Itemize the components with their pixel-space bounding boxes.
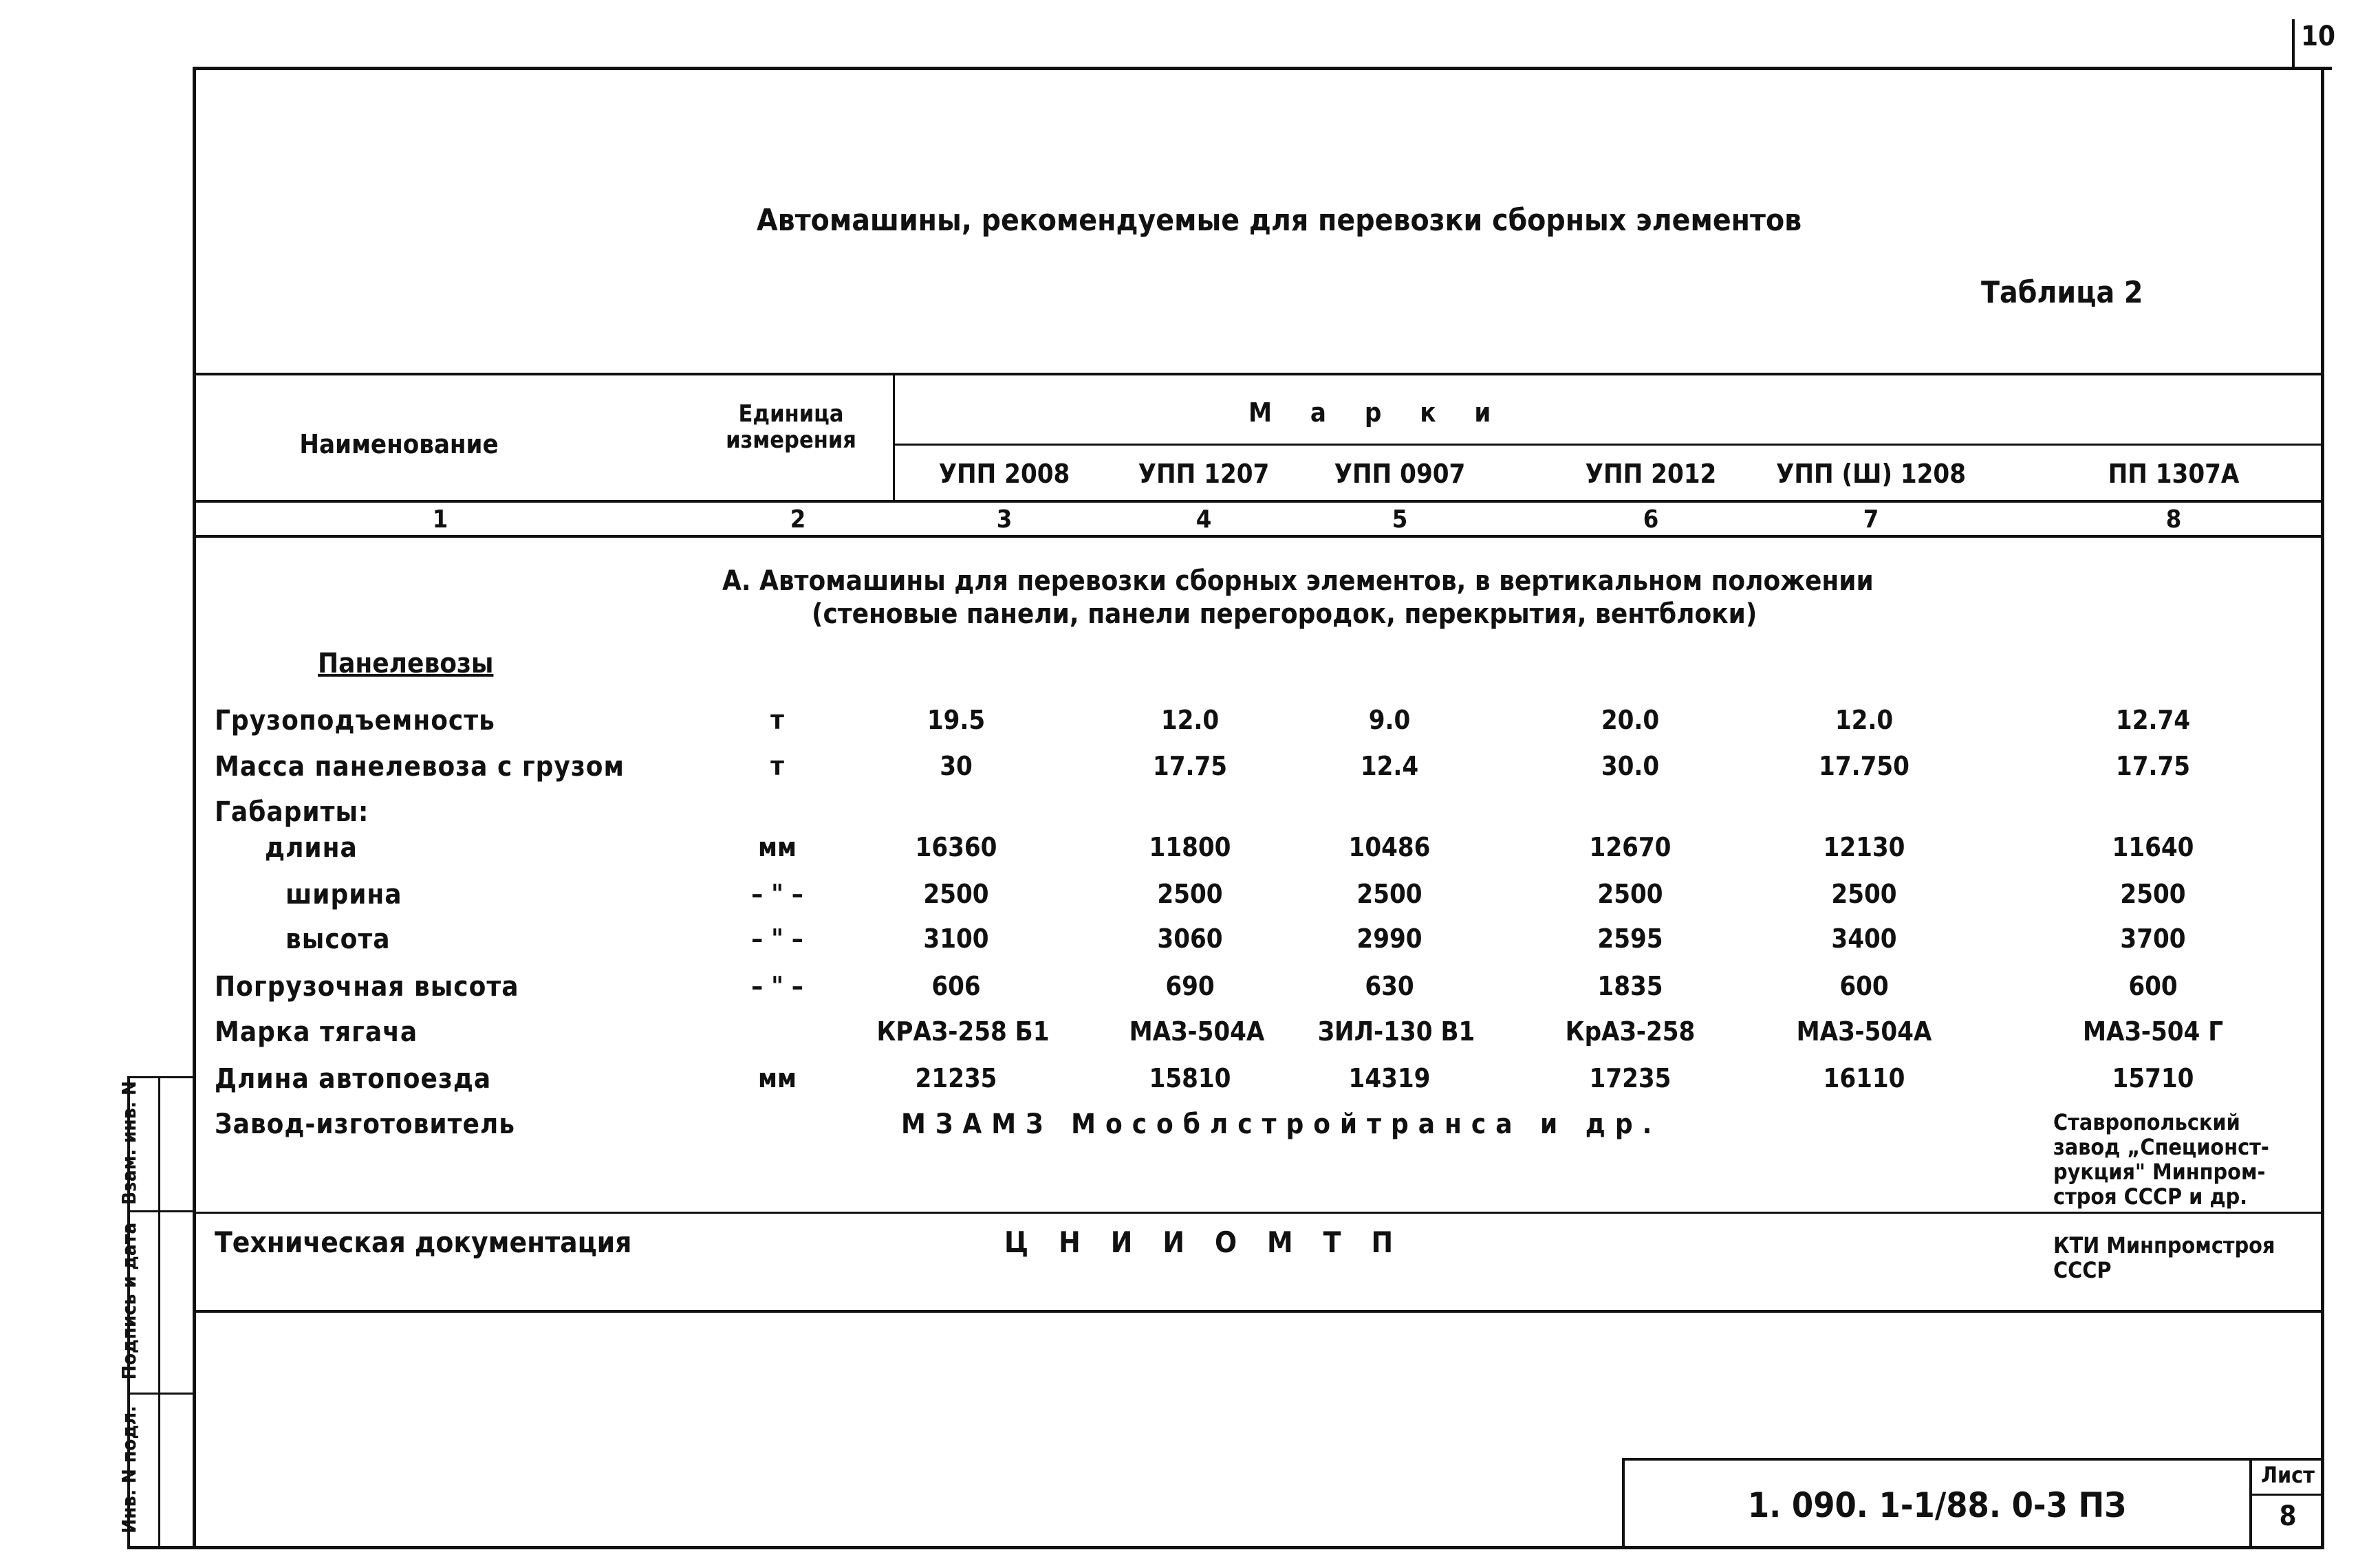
cell: 1835 <box>1597 971 1663 1001</box>
cell: 2500 <box>1157 879 1223 909</box>
cell: 12130 <box>1823 832 1905 862</box>
section-title-line1: А. Автомашины для перевозки сборных элементов, в вертикальном положении <box>722 565 1874 597</box>
marks-left-line <box>893 373 895 502</box>
cell: 2500 <box>923 879 989 909</box>
row-unit: т <box>770 705 784 735</box>
row-unit: – " – <box>751 924 803 954</box>
colnum-6: 6 <box>1643 505 1659 534</box>
manufacturer-last-2: завод „Специонст- <box>2053 1134 2269 1160</box>
header-bottom-line <box>193 500 2324 503</box>
cell: 2595 <box>1597 924 1663 954</box>
row-name: Марка тягача <box>215 1016 418 1048</box>
cell: 16110 <box>1823 1063 1905 1093</box>
colnum-1: 1 <box>432 505 448 534</box>
cell: КРАЗ-258 Б1 <box>876 1016 1050 1047</box>
cell: ЗИЛ-130 В1 <box>1317 1016 1475 1047</box>
manufacturer-last-4: строя СССР и др. <box>2053 1183 2248 1210</box>
row-name: Погрузочная высота <box>215 971 519 1003</box>
cell: 600 <box>2128 971 2178 1001</box>
manufacturer-last-3: рукция" Минпром- <box>2053 1159 2266 1185</box>
section-title-line2: (стеновые панели, панели перегородок, перекрытия, вентблоки) <box>812 598 1757 630</box>
table-bottom-line <box>193 1310 2324 1313</box>
colnum-7: 7 <box>1863 505 1879 534</box>
mark-upp-1207: УПП 1207 <box>1138 459 1270 489</box>
cell: 30.0 <box>1601 751 1660 781</box>
row-unit: т <box>770 751 784 781</box>
cell: МАЗ-504А <box>1129 1016 1265 1047</box>
cell: 12.4 <box>1360 751 1419 781</box>
cell: 12.0 <box>1835 705 1894 735</box>
colnum-5: 5 <box>1392 505 1408 534</box>
cell: 690 <box>1165 971 1215 1001</box>
manufacturer-name: Завод-изготовитель <box>215 1109 515 1140</box>
cell: 17.75 <box>2115 751 2191 781</box>
cell: 30 <box>940 751 973 781</box>
cell: 15710 <box>2112 1063 2194 1093</box>
cell: 2500 <box>1831 879 1897 909</box>
cell: 19.5 <box>927 705 986 735</box>
row-unit: – " – <box>751 879 803 909</box>
stamp-div-1 <box>127 1210 196 1212</box>
cell: 3400 <box>1831 924 1897 954</box>
cell: 17.75 <box>1152 751 1228 781</box>
documentation-name: Техническая документация <box>215 1225 632 1259</box>
doc-code: 1. 090. 1-1/88. 0-3 ПЗ <box>1747 1485 2127 1525</box>
cell: 15810 <box>1149 1063 1231 1093</box>
cell: МАЗ-504А <box>1796 1016 1932 1047</box>
colnum-2: 2 <box>790 505 806 534</box>
row-name: Длина автопоезда <box>215 1063 492 1095</box>
stamp-strip-mid <box>158 1076 160 1549</box>
cell: 2500 <box>2120 879 2186 909</box>
marks-sub-line <box>894 444 2324 446</box>
cell: 3060 <box>1157 924 1223 954</box>
page-number-divider <box>2292 19 2295 69</box>
colnum-4: 4 <box>1196 505 1212 534</box>
cell: 600 <box>1839 971 1889 1001</box>
group-label: Панелевозы <box>318 648 494 679</box>
table-label: Таблица 2 <box>1981 275 2143 310</box>
documentation-last-2: СССР <box>2053 1257 2112 1283</box>
row-unit: – " – <box>751 971 803 1001</box>
frame-bottom-line <box>127 1546 2324 1549</box>
cell: 3700 <box>2120 924 2186 954</box>
cell: 20.0 <box>1601 705 1660 735</box>
mark-pp-1307a: ПП 1307А <box>2108 459 2240 489</box>
cell: 2500 <box>1597 879 1663 909</box>
cell: 12.0 <box>1160 705 1220 735</box>
row-name: ширина <box>285 879 402 910</box>
cell: 2500 <box>1356 879 1422 909</box>
cell: 12670 <box>1589 832 1672 862</box>
frame-right-line <box>2321 67 2324 1549</box>
row-name: Масса панелевоза с грузом <box>215 751 625 783</box>
cell: МАЗ-504 Г <box>2082 1016 2223 1047</box>
stamp-vzam-inv: Взам. инв. N <box>118 1080 140 1205</box>
titleblock-top <box>1622 1458 2324 1461</box>
colnum-3: 3 <box>996 505 1013 534</box>
stamp-podpis-data: Подпись и дата <box>118 1222 140 1380</box>
row-name: Габариты: <box>215 796 369 828</box>
sheet-label: Лист <box>2261 1462 2315 1488</box>
cell: 9.0 <box>1368 705 1411 735</box>
header-name-col: Наименование <box>299 429 499 459</box>
row-unit: мм <box>758 1063 797 1093</box>
cell: 11640 <box>2112 832 2194 862</box>
row-name: Грузоподъемность <box>215 705 495 736</box>
cell: 12.74 <box>2115 705 2191 735</box>
frame-left-line <box>193 67 196 1549</box>
mark-upp-2012: УПП 2012 <box>1585 459 1717 489</box>
header-unit-line1: Единица <box>738 400 844 428</box>
cell: 11800 <box>1149 832 1231 862</box>
manufacturer-value: МЗАМЗ Мособлстройтранса и др. <box>901 1109 1662 1140</box>
cell: 16360 <box>915 832 997 862</box>
sheet-number: 8 <box>2279 1500 2297 1532</box>
cell: 17.750 <box>1819 751 1910 781</box>
row-unit: мм <box>758 832 797 862</box>
frame-top-line <box>193 67 2332 70</box>
mark-upp-0907: УПП 0907 <box>1334 459 1466 489</box>
manufacturer-last-1: Ставропольский <box>2053 1109 2240 1135</box>
titleblock-sheet-mid <box>2249 1494 2324 1496</box>
documentation-value: ЦНИИОМТП <box>1004 1225 1424 1259</box>
cell: 14319 <box>1348 1063 1431 1093</box>
cell: 21235 <box>915 1063 997 1093</box>
cell: 10486 <box>1348 832 1431 862</box>
stamp-div-2 <box>127 1393 196 1395</box>
header-unit-line2: измерения <box>726 426 856 454</box>
documentation-last-1: КТИ Минпромстроя <box>2053 1232 2275 1258</box>
cell: 2990 <box>1356 924 1422 954</box>
header-marks-label: М а р к и <box>1248 397 1506 428</box>
cell: 17235 <box>1589 1063 1672 1093</box>
page-title: Автомашины, рекомендуемые для перевозки сборных элементов <box>757 203 1802 238</box>
row-name: длина <box>265 832 358 864</box>
documentation-separator <box>193 1212 2324 1214</box>
cell: КрАЗ-258 <box>1565 1016 1696 1047</box>
cell: 630 <box>1365 971 1414 1001</box>
mark-upp-sh-1208: УПП (Ш) 1208 <box>1775 459 1967 489</box>
table-top-line <box>193 373 2324 375</box>
row-name: высота <box>285 924 391 955</box>
stamp-inv-podl: Инв. N подл. <box>118 1406 140 1533</box>
colnum-8: 8 <box>2165 505 2182 534</box>
cell: 3100 <box>923 924 989 954</box>
colnum-bottom-line <box>193 535 2324 538</box>
page-number: 10 <box>2301 21 2336 52</box>
cell: 606 <box>931 971 981 1001</box>
mark-upp-2008: УПП 2008 <box>938 459 1070 489</box>
